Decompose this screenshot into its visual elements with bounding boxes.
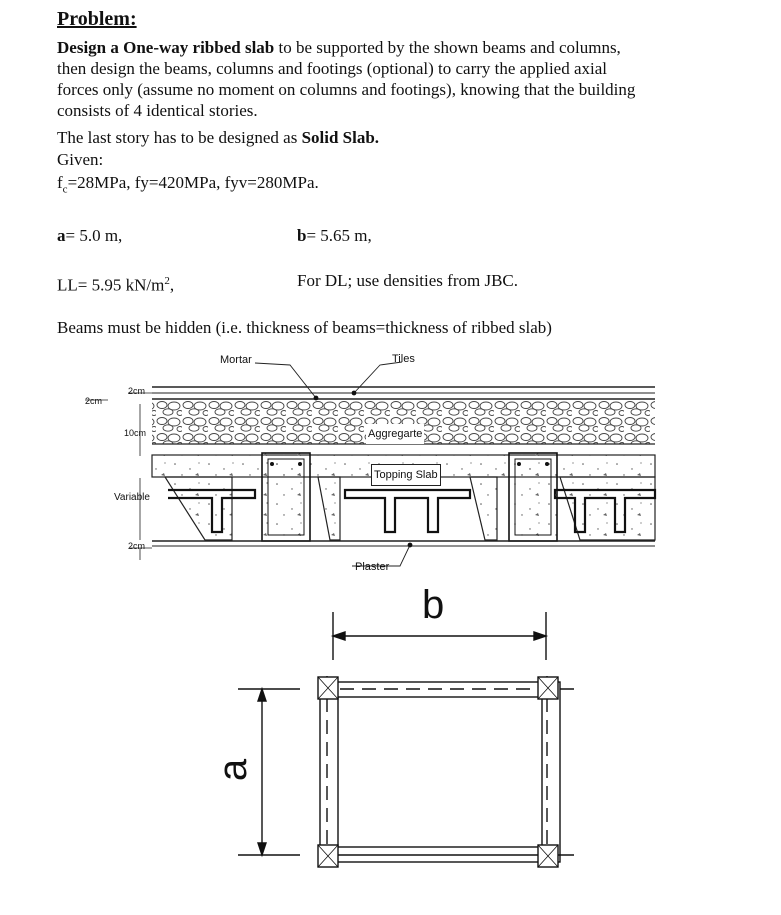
given-ll-sup: 2 — [164, 275, 170, 287]
given-b-label: b — [297, 226, 307, 245]
given-a-label: a — [57, 226, 66, 245]
topping-slab-label: Topping Slab — [371, 464, 441, 486]
dim-2cm-left: 2cm — [85, 396, 103, 406]
materials-rest: =28MPa, fy=420MPa, fyv=280MPa. — [67, 173, 319, 192]
tiles-layer — [152, 387, 655, 399]
given-ll-tail: , — [169, 275, 175, 295]
problem-line-4: consists of 4 identical stories. — [57, 101, 258, 120]
dim-2cm-bottom: 2cm — [128, 541, 146, 551]
tiles-label: Tiles — [392, 353, 415, 365]
materials-fc-sub: c — [62, 183, 68, 196]
ribs — [165, 477, 655, 540]
problem-title: Problem: — [57, 8, 137, 30]
given-dl: For DL; use densities from JBC. — [297, 271, 518, 290]
problem-line-2: then design the beams, columns and footings (optional) to carry the applied axial — [57, 59, 607, 78]
problem-line-5-bold: Solid Slab. — [301, 128, 380, 147]
mortar-label: Mortar — [220, 354, 252, 366]
problem-line-1-bold: Design a One-way ribbed slab — [57, 38, 275, 57]
dim-variable: Variable — [114, 492, 150, 503]
beams-note: Beams must be hidden (i.e. thickness of beams=thickness of ribbed slab) — [57, 318, 552, 337]
given-a-value: = 5.0 m, — [65, 226, 123, 245]
problem-line-5-pre: The last story has to be designed as — [57, 128, 302, 147]
plan-label-a: a — [211, 758, 256, 782]
given-ll-text: LL= 5.95 kN/m — [57, 275, 165, 295]
problem-line-3: forces only (assume no moment on columns and footings), knowing that the building — [57, 80, 636, 99]
plan-label-b: b — [422, 583, 445, 627]
given-heading: Given: — [57, 150, 104, 169]
dim-2cm-top: 2cm — [128, 386, 146, 396]
given-b-value: = 5.65 m, — [306, 226, 372, 245]
materials-fc: f — [57, 173, 63, 192]
aggregate-label: Aggregarte — [366, 424, 424, 444]
plaster-label: Plaster — [355, 561, 390, 573]
section-dimensions — [85, 393, 152, 560]
problem-line-1-rest: to be supported by the shown beams and columns, — [274, 38, 621, 57]
dim-10cm: 10cm — [124, 428, 147, 438]
